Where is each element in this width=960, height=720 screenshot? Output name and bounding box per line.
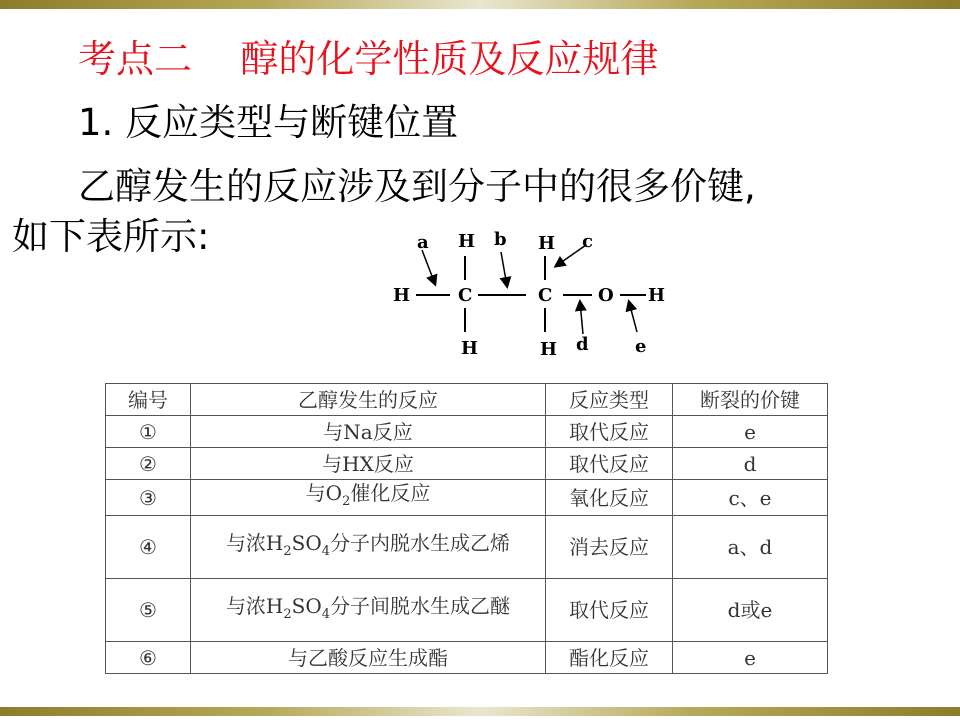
label-c: c xyxy=(582,231,593,252)
header-reaction: 乙醇发生的反应 xyxy=(191,384,546,416)
slide-title: 考点二 醇的化学性质及反应规律 xyxy=(78,37,659,81)
header-bond: 断裂的价键 xyxy=(673,384,828,416)
row-number: ⑥ xyxy=(106,642,191,674)
header-number: 编号 xyxy=(106,384,191,416)
row-type: 取代反应 xyxy=(546,579,673,642)
table-row xyxy=(106,642,828,674)
table-row xyxy=(106,480,828,516)
arrow-e xyxy=(629,302,637,332)
row-bond: e xyxy=(673,416,828,448)
table-row xyxy=(106,579,828,642)
row-type: 取代反应 xyxy=(546,416,673,448)
row-reaction: 与$O_2$催化反应 xyxy=(191,480,546,516)
row-bond: a、d xyxy=(673,516,828,579)
row-bond: e xyxy=(673,642,828,674)
row-bond: d或e xyxy=(673,579,828,642)
label-b: b xyxy=(494,229,507,250)
row-bond: c、e xyxy=(673,480,828,516)
table-row xyxy=(106,516,828,579)
arrow-b xyxy=(501,252,507,286)
row-reaction: 与浓$H_2SO_4$分子内脱水生成乙烯 xyxy=(191,516,546,579)
table-row xyxy=(106,448,828,480)
row-reaction: 与乙酸反应生成酯 xyxy=(191,642,546,674)
label-a: a xyxy=(417,232,429,253)
row-type: 取代反应 xyxy=(546,448,673,480)
atom-c1-h-bottom: H xyxy=(461,338,479,359)
header-type: 反应类型 xyxy=(546,384,673,416)
paragraph-line-2: 如下表所示: xyxy=(12,215,210,258)
atom-c1-h-top: H xyxy=(458,231,476,252)
row-type: 氧化反应 xyxy=(546,480,673,516)
table-row xyxy=(106,416,828,448)
row-number: ② xyxy=(106,448,191,480)
table-header-row xyxy=(106,384,828,416)
row-number: ⑤ xyxy=(106,579,191,642)
section-heading: 1. 反应类型与断键位置 xyxy=(78,101,459,144)
atom-c2-h-top: H xyxy=(538,233,556,254)
atom-o: O xyxy=(598,285,614,306)
row-reaction: 与浓$H_2SO_4$分子间脱水生成乙醚 xyxy=(191,579,546,642)
row-type: 消去反应 xyxy=(546,516,673,579)
bottom-decor-bar xyxy=(0,707,960,716)
row-reaction: 与Na反应 xyxy=(191,416,546,448)
ethanol-structure-diagram xyxy=(380,222,680,362)
row-number: ③ xyxy=(106,480,191,516)
atom-c1: C xyxy=(458,285,473,306)
reaction-table xyxy=(105,383,828,674)
row-number: ① xyxy=(106,416,191,448)
row-reaction: 与HX反应 xyxy=(191,448,546,480)
row-number: ④ xyxy=(106,516,191,579)
row-type: 酯化反应 xyxy=(546,642,673,674)
paragraph-line-1: 乙醇发生的反应涉及到分子中的很多价键, xyxy=(78,165,756,208)
arrow-a xyxy=(422,250,435,284)
arrow-d xyxy=(580,302,583,334)
row-bond: d xyxy=(673,448,828,480)
atom-h-right: H xyxy=(648,285,666,306)
top-decor-bar xyxy=(0,0,960,9)
label-e: e xyxy=(635,336,647,357)
atom-h-left: H xyxy=(393,285,411,306)
atom-c2: C xyxy=(538,285,553,306)
label-d: d xyxy=(576,334,589,355)
atom-c2-h-bottom: H xyxy=(540,339,558,360)
